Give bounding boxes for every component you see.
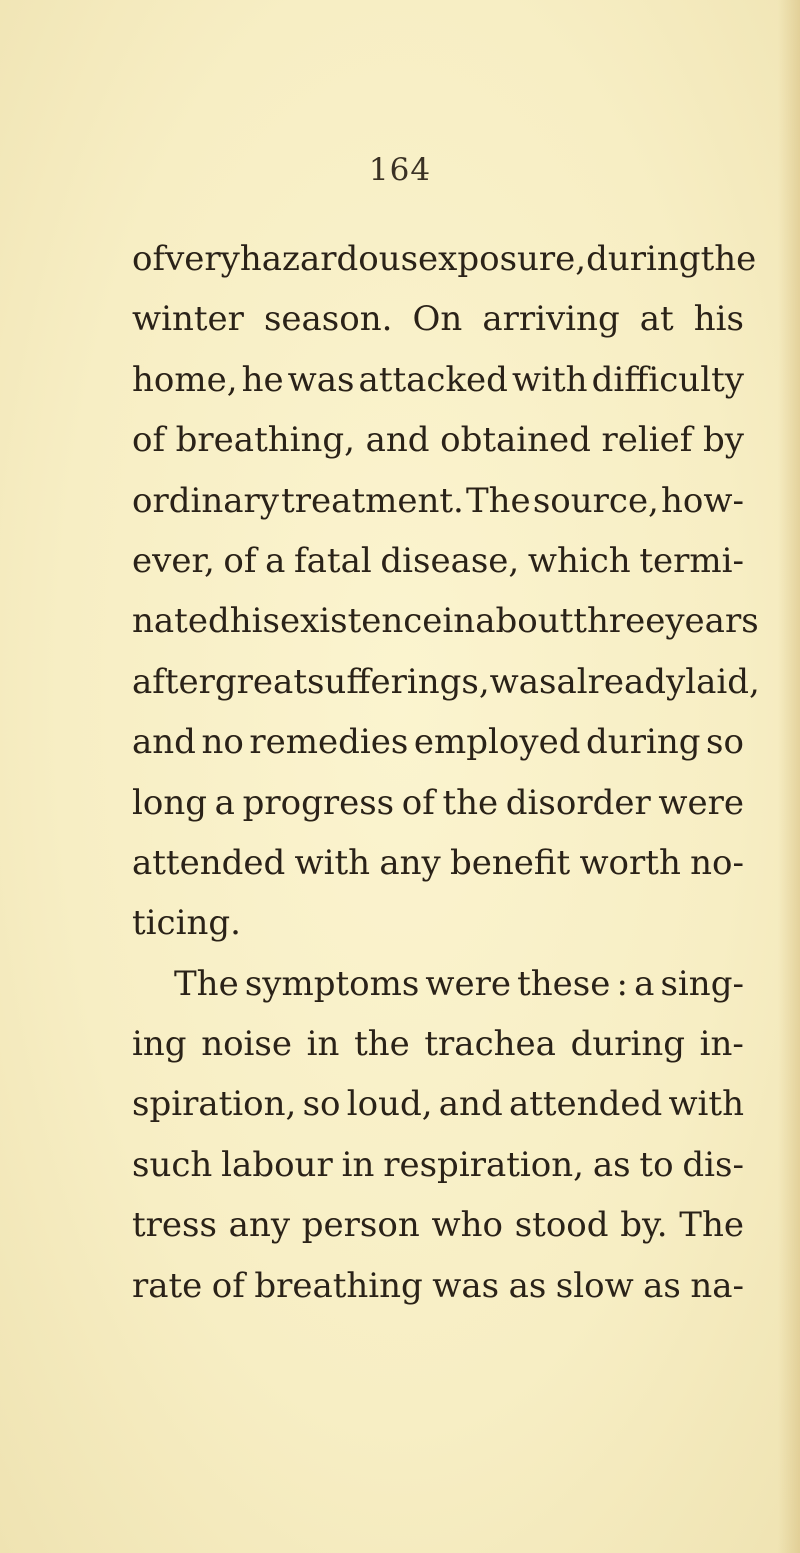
text-line: attended with any benefit worth no- [132, 842, 744, 883]
text-line: ing noise in the trachea during in- [132, 1024, 744, 1065]
text-line: winter season. On arriving at his [132, 299, 744, 340]
text-line: such labour in respiration, as to dis- [132, 1144, 744, 1185]
text-line: and no remedies employed during so [132, 722, 744, 763]
text-line: nated his existence in about three years [132, 601, 759, 642]
text-line: after great sufferings, was already laid, [132, 661, 760, 702]
text-line: of very hazardous exposure, during the [132, 239, 757, 279]
body-text [132, 236, 760, 1323]
paragraph-start-line: The symptoms were these : a sing- [174, 963, 744, 1004]
text-line: ever, of a fatal disease, which termi- [132, 540, 744, 581]
text-line: of breathing, and obtained relief by [132, 420, 744, 461]
text-line: long a progress of the disorder were [132, 782, 744, 823]
text-line: spiration, so loud, and attended with [132, 1084, 744, 1125]
paragraph-end-line: ticing. [132, 903, 241, 944]
text-line: home, he was attacked with difficulty [132, 359, 744, 400]
text-line: tress any person who stood by. The [132, 1205, 744, 1246]
text-line: rate of breathing was as slow as na- [132, 1265, 744, 1306]
page-edge-shadow [778, 0, 800, 1553]
text-line: ordinary treatment. The source, how- [132, 480, 744, 521]
page-number: 164 [368, 152, 432, 188]
